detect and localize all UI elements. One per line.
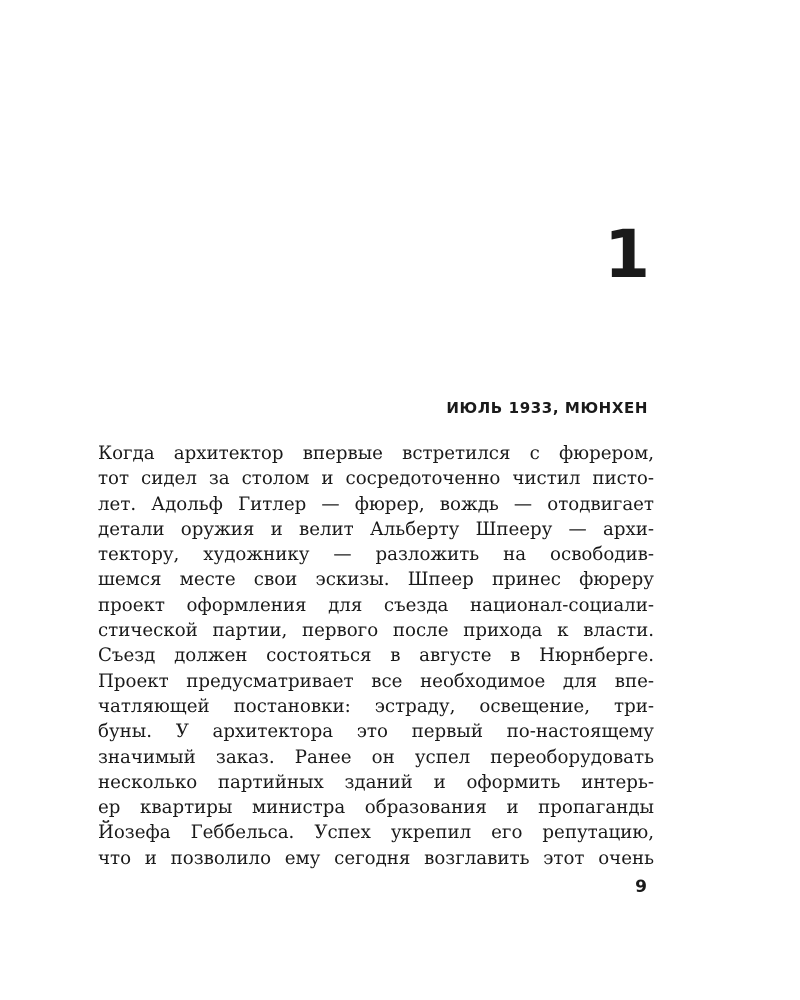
body-line: чатляющей постановки: эстраду, освещение, три- — [98, 695, 654, 717]
body-line: Когда архитектор впервые встретился с фюрером, — [98, 443, 654, 464]
page-number: 9 — [635, 877, 647, 897]
body-line: что и позволило ему сегодня возглавить этот очень — [98, 847, 654, 869]
body-line: значимый заказ. Ранее он успел переоборудовать — [98, 746, 654, 768]
body-line: шемся месте свои эскизы. Шпеер принес фюреру — [98, 569, 654, 591]
body-line: лет. Адольф Гитлер — фюрер, вождь — отодвигает — [98, 493, 654, 515]
body-line: детали оружия и велит Альберту Шпееру — архи- — [98, 518, 654, 540]
body-line: Проект предусматривает все необходимое для впе- — [98, 670, 654, 692]
body-line: тектору, художнику — разложить на освободив- — [98, 544, 654, 566]
body-paragraph — [98, 441, 654, 871]
body-line: Йозефа Геббельса. Успех укрепил его репутацию, — [98, 822, 654, 844]
chapter-subtitle: ИЮЛЬ 1933, МЮНХЕН — [446, 399, 648, 417]
body-line: буны. У архитектора это первый по-настоящему — [98, 721, 654, 743]
body-line: тот сидел за столом и сосредоточенно чистил писто- — [98, 468, 654, 490]
body-line: ер квартиры министра образования и пропаганды — [98, 797, 654, 819]
body-line: несколько партийных зданий и оформить интерь- — [98, 771, 654, 793]
body-line: стической партии, первого после прихода к власти. — [98, 620, 654, 642]
body-line: проект оформления для съезда национал-социали- — [98, 594, 654, 616]
body-line: Съезд должен состояться в августе в Нюрнберге. — [98, 645, 654, 667]
chapter-number: 1 — [604, 216, 648, 293]
